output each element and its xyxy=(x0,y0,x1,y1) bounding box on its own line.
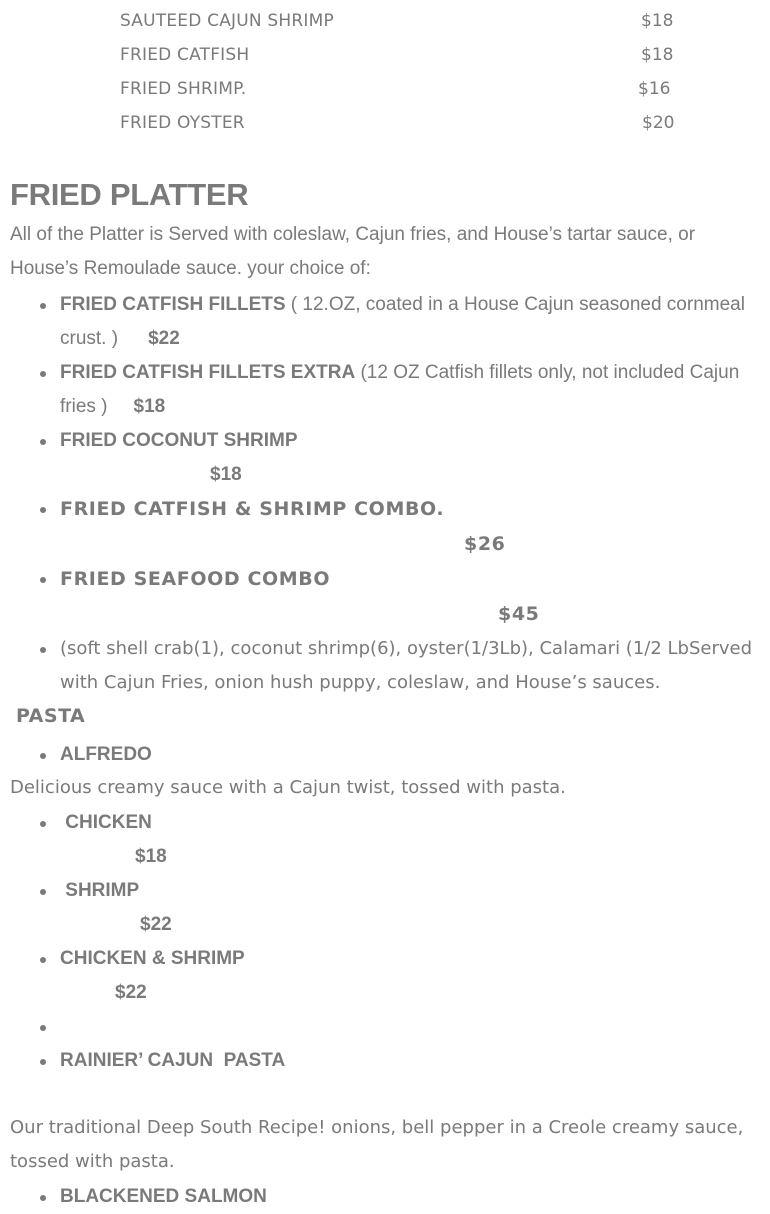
list-item xyxy=(0,874,770,942)
item-name: FRIED SEAFOOD COMBO xyxy=(60,568,331,590)
item-price: $18 xyxy=(133,396,166,417)
menu-item-price: $18 xyxy=(641,11,674,31)
item-name: FRIED CATFISH & SHRIMP COMBO. xyxy=(60,498,445,520)
menu-item-row xyxy=(120,79,720,113)
item-name: FRIED CATFISH FILLETS EXTRA xyxy=(60,362,356,383)
item-price: $22 xyxy=(148,328,180,349)
list-item-empty xyxy=(0,1010,770,1044)
item-price: $18 xyxy=(135,846,167,867)
list-item xyxy=(0,288,770,356)
item-name: SHRIMP xyxy=(60,880,140,901)
item-desc: (12 OZ Catfish fillets only, not included Cajun fries ) xyxy=(60,362,740,417)
section-title-fried-platter: FRIED PLATTER xyxy=(10,177,249,212)
item-price: $45 xyxy=(498,603,540,625)
pasta-items-list xyxy=(0,806,770,1078)
item-name: ALFREDO xyxy=(60,744,152,765)
fried-platter-list xyxy=(0,288,770,700)
item-price: $22 xyxy=(140,914,172,935)
item-name: FRIED COCONUT SHRIMP xyxy=(60,430,298,451)
list-item xyxy=(0,632,770,700)
menu-item-row xyxy=(120,113,720,147)
list-item xyxy=(0,1044,770,1078)
pasta-salmon-list xyxy=(0,1180,770,1214)
menu-item-name: FRIED OYSTER xyxy=(120,113,245,133)
item-desc: (soft shell crab(1), coconut shrimp(6), oyster(1/3Lb), Calamari (1/2 LbServed with Cajun Fries, onion hush puppy, coleslaw, and House’s sauces. xyxy=(60,638,753,693)
item-price: $18 xyxy=(210,464,242,485)
item-desc: ( 12.OZ, coated in a House Cajun seasoned cornmeal crust. ) xyxy=(60,294,745,349)
list-item xyxy=(0,492,770,562)
menu-item-name: SAUTEED CAJUN SHRIMP xyxy=(120,11,334,31)
menu-item-price: $16 xyxy=(638,79,671,99)
item-name: BLACKENED SALMON xyxy=(60,1186,267,1207)
pasta-alfredo-list xyxy=(0,738,770,772)
item-price: $22 xyxy=(115,982,147,1003)
menu-item-row xyxy=(120,45,720,79)
item-name: RAINIER’ CAJUN PASTA xyxy=(60,1050,286,1071)
menu-item-price: $20 xyxy=(642,113,675,133)
fried-platter-intro: All of the Platter is Served with coleslaw, Cajun fries, and House’s tartar sauce, or House’s Remoulade sauce. your choice of: xyxy=(10,224,696,279)
item-price: $26 xyxy=(464,533,506,555)
list-item xyxy=(0,738,770,772)
list-item xyxy=(0,1180,770,1214)
list-item xyxy=(0,806,770,874)
item-name: CHICKEN & SHRIMP xyxy=(60,948,245,969)
rainier-description: Our traditional Deep South Recipe! onions, bell pepper in a Creole creamy sauce, tossed with pasta. xyxy=(10,1117,744,1172)
section-title-pasta: PASTA xyxy=(16,705,86,727)
list-item xyxy=(0,356,770,424)
menu-item-name: FRIED CATFISH xyxy=(120,45,250,65)
list-item xyxy=(0,562,770,632)
alfredo-description: Delicious creamy sauce with a Cajun twist, tossed with pasta. xyxy=(10,777,566,798)
menu-item-price: $18 xyxy=(641,45,674,65)
list-item xyxy=(0,424,770,492)
item-name: CHICKEN xyxy=(60,812,152,833)
item-name: FRIED CATFISH FILLETS xyxy=(60,294,286,315)
menu-item-row xyxy=(120,11,720,45)
list-item xyxy=(0,942,770,1010)
menu-item-name: FRIED SHRIMP. xyxy=(120,79,247,99)
